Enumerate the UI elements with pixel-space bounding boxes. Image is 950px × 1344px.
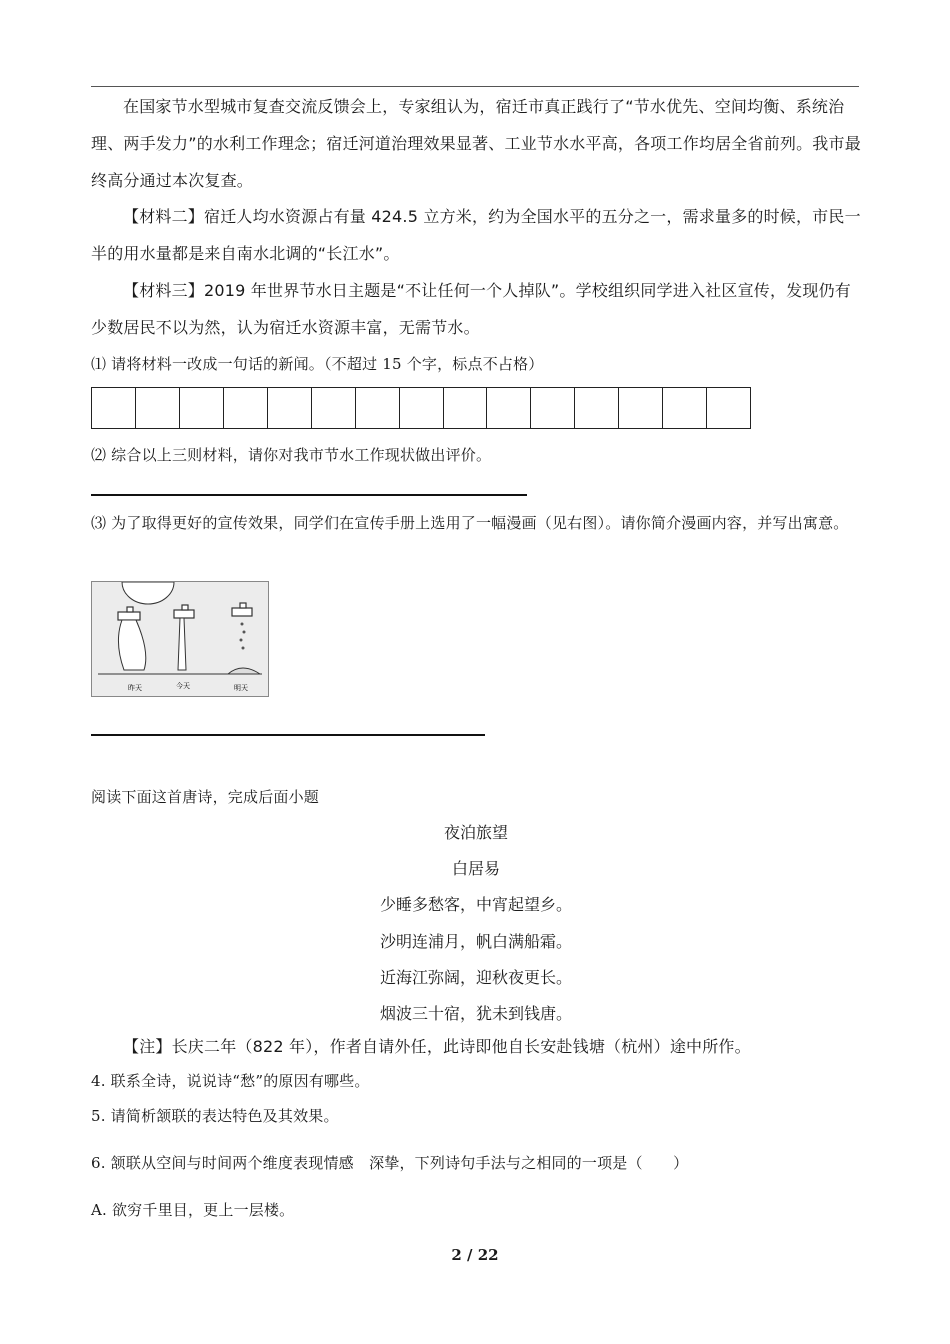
answer-grid[interactable] — [91, 387, 751, 429]
grid-cell[interactable] — [312, 388, 356, 428]
grid-cell[interactable] — [444, 388, 488, 428]
comic-drawing — [92, 582, 268, 696]
comic-label-tomorrow: 明天 — [234, 684, 248, 692]
grid-cell[interactable] — [531, 388, 575, 428]
grid-cell[interactable] — [356, 388, 400, 428]
poem-line-2: 沙明连浦月，帆白满船霜。 — [379, 932, 572, 951]
comic-label-yesterday: 昨天 — [128, 684, 142, 692]
question-4: 4. 联系全诗，说说诗“愁”的原因有哪些。 — [91, 1072, 370, 1090]
question-1: ⑴ 请将材料一改成一句话的新闻。（不超过 15 个字，标点不占格） — [91, 355, 544, 373]
answer-line-3[interactable] — [91, 734, 485, 736]
grid-cell[interactable] — [92, 388, 136, 428]
material-three: 【材料三】2019 年世界节水日主题是“不让任何一个人掉队”。学校组织同学进入社区宣传，发现仍有少数居民不以为然，认为宿迁水资源丰富，无需节水。 — [91, 281, 851, 337]
grid-cell[interactable] — [136, 388, 180, 428]
grid-cell[interactable] — [400, 388, 444, 428]
material-one-tail: 在国家节水型城市复查交流反馈会上，专家组认为，宿迁市真正践行了“节水优先、空间均衡、系统治理、两手发力”的水利工作理念；宿迁河道治理效果显著、工业节水水平高，各项工作均居全省前列。我市最终高分通过本次复查。 — [91, 97, 861, 190]
question-2: ⑵ 综合以上三则材料，请你对我市节水工作现状做出评价。 — [91, 446, 492, 464]
question-6: 6. 颔联从空间与时间两个维度表现情感 深挚，下列诗句手法与之相同的一项是（ ） — [91, 1154, 689, 1172]
poem-author: 白居易 — [451, 859, 500, 878]
material-two: 【材料二】宿迁人均水资源占有量 424.5 立方米，约为全国水平的五分之一，需求量多的时候，市民一半的用水量都是来自南水北调的“长江水”。 — [91, 207, 861, 263]
poem-note: 【注】长庆二年（822 年），作者自请外任，此诗即他自长安赴钱塘（杭州）途中所作。 — [123, 1037, 751, 1056]
poem-intro: 阅读下面这首唐诗，完成后面小题 — [91, 788, 320, 806]
grid-cell[interactable] — [268, 388, 312, 428]
grid-cell[interactable] — [707, 388, 750, 428]
option-a[interactable]: A. 欲穷千里目，更上一层楼。 — [91, 1201, 295, 1219]
grid-cell[interactable] — [180, 388, 224, 428]
grid-cell[interactable] — [224, 388, 268, 428]
question-5: 5. 请简析颔联的表达特色及其效果。 — [91, 1107, 339, 1125]
comic-label-today: 今天 — [176, 682, 190, 690]
page-number: 2 / 22 — [451, 1246, 499, 1264]
grid-cell[interactable] — [619, 388, 663, 428]
question-3: ⑶ 为了取得更好的宣传效果，同学们在宣传手册上选用了一幅漫画（见右图）。请你简介漫画内容，并写出寓意。 — [91, 514, 849, 532]
poem-line-4: 烟波三十宿，犹未到钱唐。 — [379, 1004, 572, 1023]
grid-cell[interactable] — [663, 388, 707, 428]
grid-cell[interactable] — [487, 388, 531, 428]
answer-line-2[interactable] — [91, 494, 527, 496]
header-rule — [91, 86, 859, 87]
faucet-comic-image — [91, 581, 269, 697]
poem-line-3: 近海江弥阔，迎秋夜更长。 — [379, 968, 572, 987]
grid-cell[interactable] — [575, 388, 619, 428]
poem-title: 夜泊旅望 — [443, 823, 508, 842]
poem-line-1: 少睡多愁客，中宵起望乡。 — [379, 895, 572, 914]
